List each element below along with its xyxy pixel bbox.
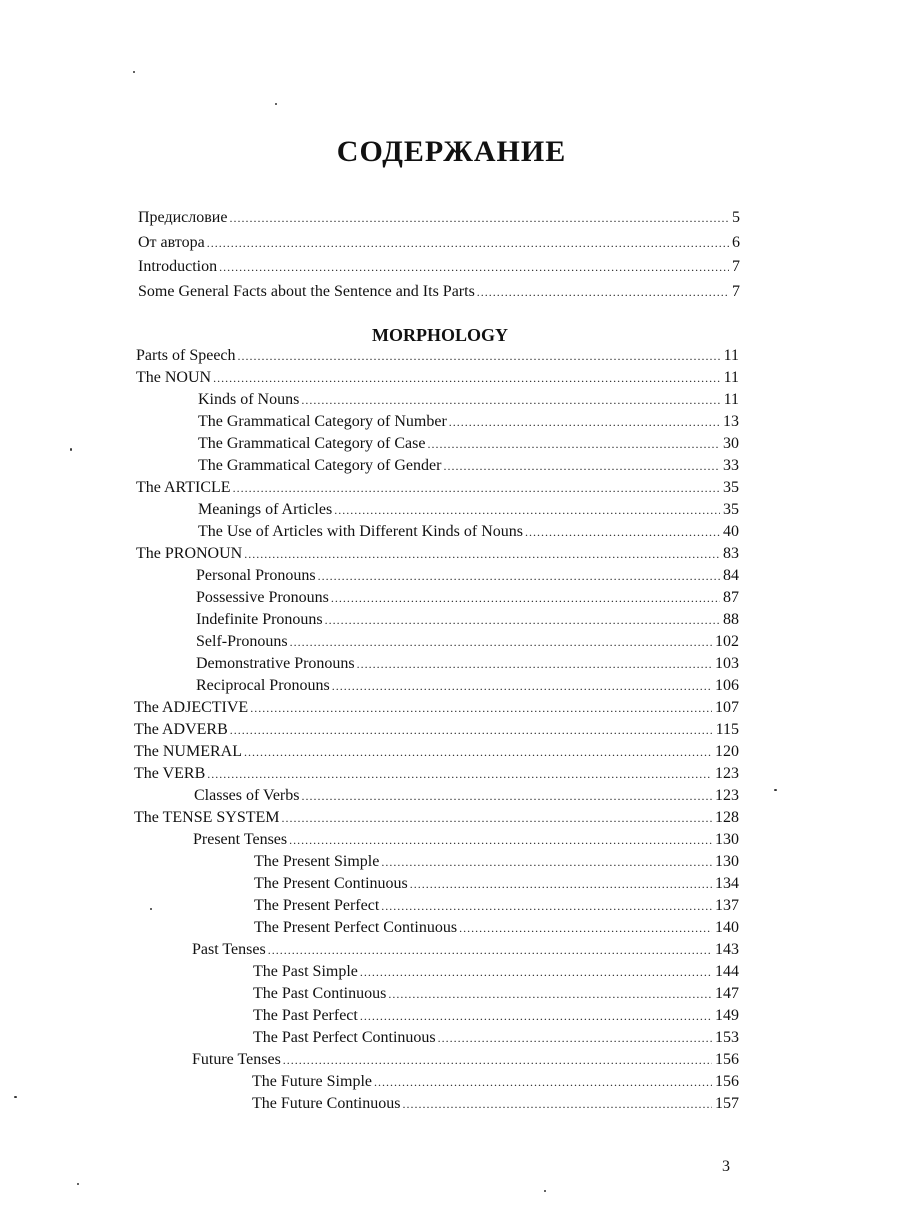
dot-leader: [360, 1006, 712, 1026]
toc-entry-label: The Present Simple: [254, 853, 380, 870]
toc-entry-label: Предисловие: [138, 209, 228, 226]
dot-leader: [230, 720, 713, 740]
toc-entry-label: Personal Pronouns: [196, 567, 316, 584]
scan-speck: [774, 789, 777, 791]
dot-leader: [301, 390, 720, 410]
toc-entry[interactable]: [252, 1072, 739, 1092]
toc-entry-page: 87: [723, 589, 739, 606]
toc-entry-label: The Grammatical Category of Case: [198, 435, 426, 452]
dot-leader: [244, 742, 712, 762]
toc-entry-label: Self-Pronouns: [196, 633, 288, 650]
toc-entry-page: 130: [715, 853, 739, 870]
dot-leader: [334, 500, 720, 520]
toc-entry-label: Future Tenses: [192, 1051, 281, 1068]
toc-entry-label: The Present Continuous: [254, 875, 408, 892]
dot-leader: [318, 566, 720, 586]
dot-leader: [213, 368, 721, 388]
scan-speck: [77, 1183, 79, 1185]
toc-entry-label: Indefinite Pronouns: [196, 611, 323, 628]
toc-entry-label: Past Tenses: [192, 941, 266, 958]
toc-entry-page: 40: [723, 523, 739, 540]
toc-entry[interactable]: [198, 412, 739, 432]
dot-leader: [525, 522, 720, 542]
toc-entry-page: 156: [715, 1073, 739, 1090]
dot-leader: [290, 632, 712, 652]
toc-entry-general-facts[interactable]: [138, 282, 740, 302]
toc-entry-page: 156: [715, 1051, 739, 1068]
dot-leader: [410, 874, 712, 894]
toc-entry-page: 134: [715, 875, 739, 892]
toc-entry-page: 11: [723, 369, 739, 386]
toc-entry-label: The Future Continuous: [252, 1095, 401, 1112]
toc-entry-page: 102: [715, 633, 739, 650]
toc-entry[interactable]: [196, 632, 739, 652]
scan-speck: [70, 448, 72, 451]
dot-leader: [219, 257, 729, 277]
dot-leader: [268, 940, 712, 960]
toc-entry-preface[interactable]: [138, 208, 740, 228]
dot-leader: [233, 478, 720, 498]
toc-entry-label: The ADJECTIVE: [134, 699, 249, 716]
toc-entry[interactable]: [134, 742, 739, 762]
toc-entry[interactable]: [198, 500, 739, 520]
dot-leader: [289, 830, 712, 850]
toc-entry[interactable]: [194, 786, 739, 806]
toc-entry[interactable]: [196, 610, 739, 630]
toc-entry-label: The Future Simple: [252, 1073, 372, 1090]
toc-entry-page: 137: [715, 897, 739, 914]
toc-entry-from-author[interactable]: [138, 233, 740, 253]
scan-speck: [150, 908, 152, 910]
toc-entry[interactable]: [253, 1028, 739, 1048]
toc-entry-label: Present Tenses: [193, 831, 288, 848]
dot-leader: [250, 698, 712, 718]
dot-leader: [374, 1072, 712, 1092]
toc-entry-page: 33: [723, 457, 739, 474]
toc-entry-label: Some General Facts about the Sentence and Its Parts: [138, 283, 475, 300]
page-number: 3: [722, 1158, 730, 1175]
toc-entry-introduction[interactable]: [138, 257, 740, 277]
toc-entry[interactable]: [253, 984, 739, 1004]
toc-entry-page: 123: [715, 787, 739, 804]
toc-entry-page: 11: [723, 347, 739, 364]
toc-entry-page: 115: [715, 721, 739, 738]
toc-entry[interactable]: [252, 1094, 739, 1114]
dot-leader: [207, 233, 729, 253]
toc-entry-page: 107: [715, 699, 739, 716]
dot-leader: [207, 764, 712, 784]
dot-leader: [402, 1094, 712, 1114]
toc-entry-page: 35: [723, 501, 739, 518]
dot-leader: [283, 1050, 712, 1070]
toc-entry-page: 7: [732, 283, 740, 300]
dot-leader: [301, 786, 712, 806]
dot-leader: [331, 588, 720, 608]
toc-entry-label: The VERB: [134, 765, 206, 782]
toc-entry-page: 157: [715, 1095, 739, 1112]
toc-entry[interactable]: [254, 874, 739, 894]
scan-speck: [133, 71, 135, 73]
dot-leader: [332, 676, 712, 696]
toc-entry[interactable]: [198, 390, 739, 410]
toc-entry-label: Demonstrative Pronouns: [196, 655, 355, 672]
dot-leader: [325, 610, 720, 630]
toc-entry-page: 123: [715, 765, 739, 782]
toc-entry[interactable]: [196, 588, 739, 608]
toc-entry-page: 147: [715, 985, 739, 1002]
toc-entry-page: 7: [732, 258, 740, 275]
toc-entry[interactable]: [192, 1050, 739, 1070]
toc-entry-label: The Present Perfect: [254, 897, 380, 914]
toc-entry-label: Possessive Pronouns: [196, 589, 329, 606]
toc-entry-label: The Past Continuous: [253, 985, 387, 1002]
toc-entry-page: 6: [732, 234, 740, 251]
section-heading-morphology: MORPHOLOGY: [372, 325, 508, 345]
toc-entry-label: The Past Simple: [253, 963, 358, 980]
toc-entry-page: 153: [715, 1029, 739, 1046]
dot-leader: [229, 208, 729, 228]
toc-entry-label: The Use of Articles with Different Kinds of Nouns: [198, 523, 523, 540]
dot-leader: [443, 456, 720, 476]
toc-entry-label: The Present Perfect Continuous: [254, 919, 458, 936]
toc-entry-label: The Past Perfect: [253, 1007, 358, 1024]
toc-entry-page: 83: [723, 545, 739, 562]
toc-entry[interactable]: [198, 522, 739, 542]
toc-entry[interactable]: [198, 456, 739, 476]
toc-entry-page: 103: [715, 655, 739, 672]
toc-entry-label: Kinds of Nouns: [198, 391, 300, 408]
toc-entry[interactable]: [136, 346, 739, 366]
toc-entry-label: The PRONOUN: [136, 545, 243, 562]
dot-leader: [449, 412, 720, 432]
toc-entry-label: Classes of Verbs: [194, 787, 300, 804]
toc-entry-label: The ARTICLE: [136, 479, 231, 496]
dot-leader: [381, 896, 712, 916]
toc-entry[interactable]: [196, 654, 739, 674]
toc-entry-label: The NUMERAL: [134, 743, 242, 760]
toc-entry[interactable]: [196, 566, 739, 586]
toc-entry-label: The TENSE SYSTEM: [134, 809, 280, 826]
toc-entry-page: 35: [723, 479, 739, 496]
toc-entry[interactable]: [134, 698, 739, 718]
toc-entry-page: 106: [715, 677, 739, 694]
toc-entry-page: 140: [715, 919, 739, 936]
page-title: СОДЕРЖАНИЕ: [336, 135, 567, 168]
dot-leader: [360, 962, 712, 982]
scan-speck: [14, 1096, 17, 1098]
toc-entry-label: Parts of Speech: [136, 347, 236, 364]
dot-leader: [381, 852, 712, 872]
dot-leader: [477, 282, 729, 302]
dot-leader: [427, 434, 720, 454]
dot-leader: [238, 346, 721, 366]
dot-leader: [281, 808, 712, 828]
toc-entry-page: 13: [723, 413, 739, 430]
toc-entry[interactable]: [193, 830, 739, 850]
toc-entry-page: 88: [723, 611, 739, 628]
toc-entry[interactable]: [196, 676, 739, 696]
toc-entry[interactable]: [136, 478, 739, 498]
toc-entry[interactable]: [136, 544, 739, 564]
toc-entry[interactable]: [136, 368, 739, 388]
toc-entry[interactable]: [134, 720, 739, 740]
dot-leader: [244, 544, 720, 564]
toc-entry[interactable]: [192, 940, 739, 960]
toc-entry-page: 11: [723, 391, 739, 408]
toc-entry-page: 144: [715, 963, 739, 980]
toc-entry-label: Reciprocal Pronouns: [196, 677, 330, 694]
toc-entry-label: От автора: [138, 234, 205, 251]
toc-entry-label: Introduction: [138, 258, 218, 275]
toc-entry-label: The NOUN: [136, 369, 212, 386]
dot-leader: [459, 918, 712, 938]
toc-entry[interactable]: [254, 852, 739, 872]
toc-entry-page: 30: [723, 435, 739, 452]
toc-entry-label: The Past Perfect Continuous: [253, 1029, 436, 1046]
toc-entry[interactable]: [198, 434, 739, 454]
toc-entry-page: 128: [715, 809, 739, 826]
toc-entry-label: The Grammatical Category of Number: [198, 413, 447, 430]
toc-entry-label: Meanings of Articles: [198, 501, 333, 518]
dot-leader: [357, 654, 712, 674]
toc-entry-page: 84: [723, 567, 739, 584]
toc-entry-page: 5: [732, 209, 740, 226]
scan-speck: [275, 103, 277, 105]
scan-speck: [544, 1190, 546, 1192]
toc-entry[interactable]: [134, 764, 739, 784]
toc-entry-label: The ADVERB: [134, 721, 228, 738]
toc-entry-label: The Grammatical Category of Gender: [198, 457, 442, 474]
toc-entry[interactable]: [254, 896, 739, 916]
toc-entry-page: 120: [715, 743, 739, 760]
toc-entry-page: 143: [715, 941, 739, 958]
toc-entry[interactable]: [253, 1006, 739, 1026]
dot-leader: [438, 1028, 712, 1048]
toc-entry-page: 149: [715, 1007, 739, 1024]
toc-entry[interactable]: [254, 918, 739, 938]
dot-leader: [388, 984, 712, 1004]
toc-entry[interactable]: [253, 962, 739, 982]
toc-entry-page: 130: [715, 831, 739, 848]
toc-entry[interactable]: [134, 808, 739, 828]
